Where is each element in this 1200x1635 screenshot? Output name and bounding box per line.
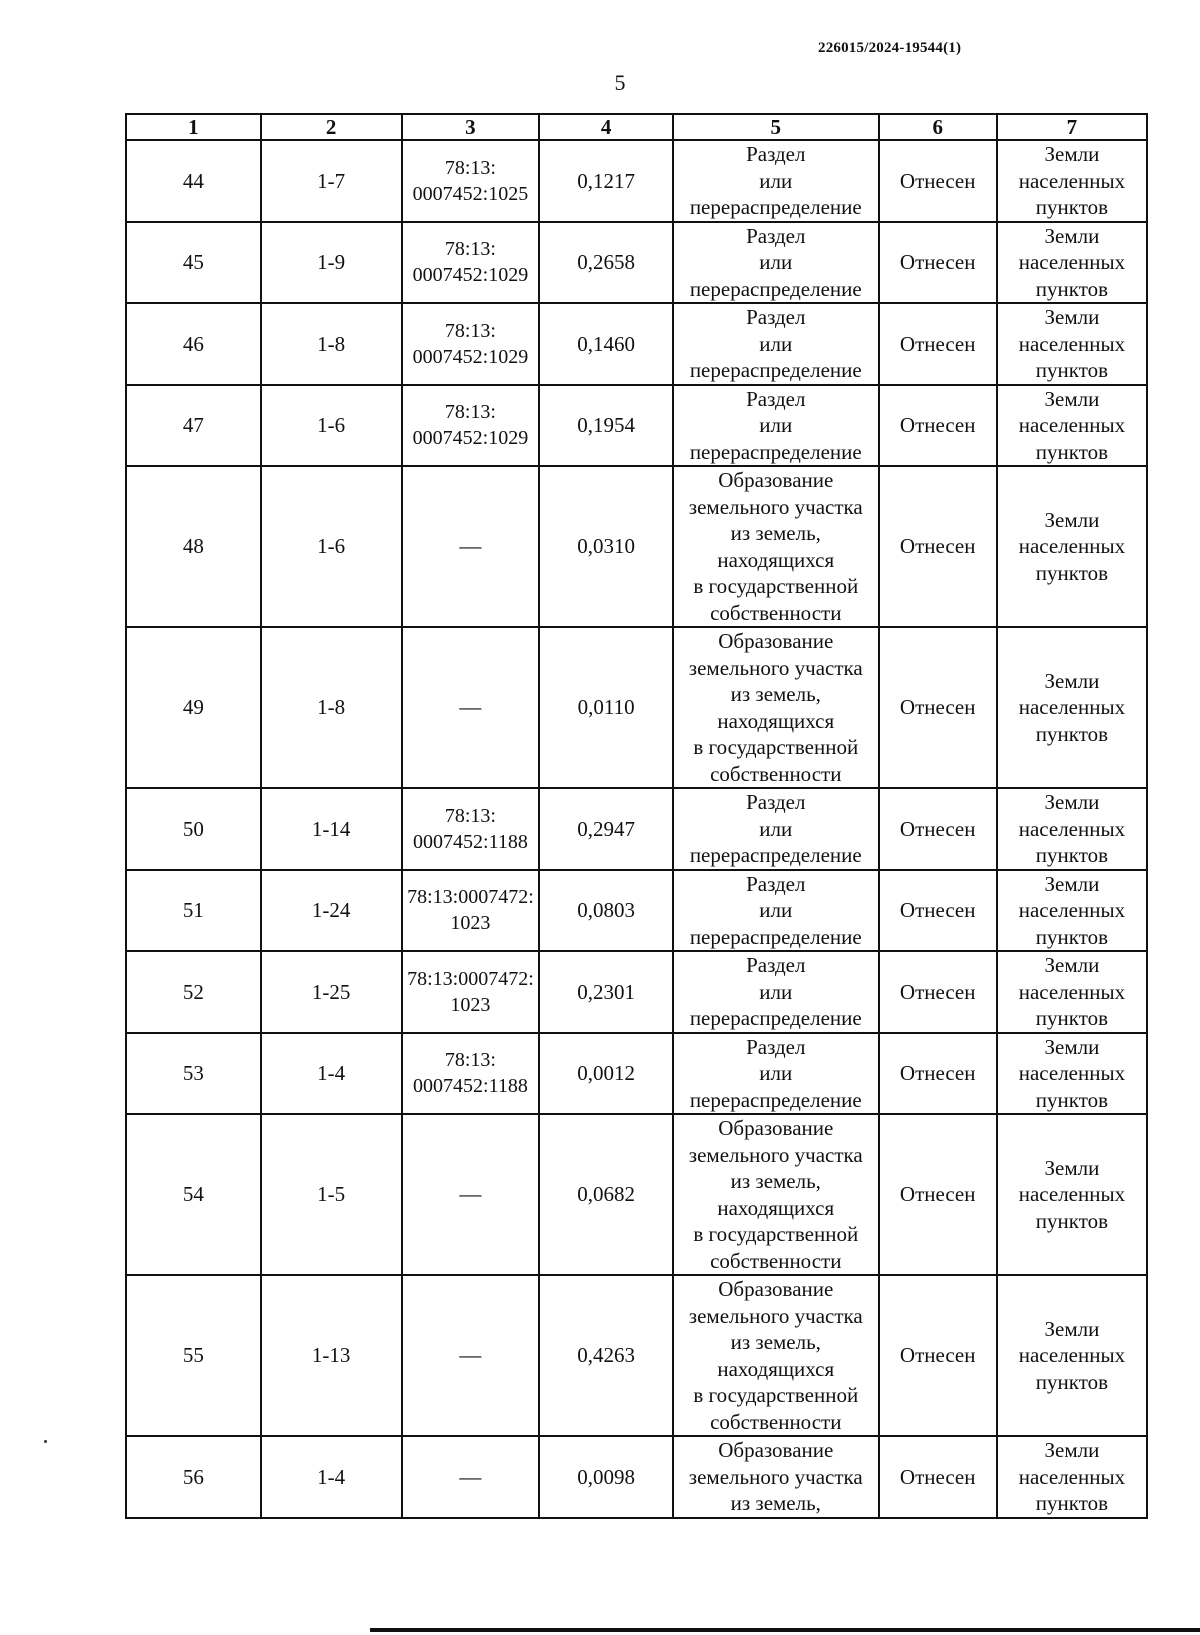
cadastral-number xyxy=(402,788,540,870)
land-category-line: пунктов xyxy=(1035,1087,1109,1112)
status: Отнесен xyxy=(879,385,997,467)
formation-method-line: Раздел xyxy=(746,790,806,814)
formation-method-line: или xyxy=(759,816,793,841)
scan-speck xyxy=(44,1440,47,1443)
land-category xyxy=(997,951,1147,1033)
row-number: 49 xyxy=(126,627,261,788)
formation-method-line: из земель, xyxy=(730,682,821,706)
area-value: 0,2658 xyxy=(539,222,673,304)
land-category-line: Земли xyxy=(1044,507,1100,532)
plot-designation: 1-14 xyxy=(261,788,402,870)
formation-method-line: собственности xyxy=(710,1248,842,1273)
row-number: 54 xyxy=(126,1114,261,1275)
land-category-line: пунктов xyxy=(1035,843,1109,867)
status: Отнесен xyxy=(879,1275,997,1436)
formation-method-line: в государственной xyxy=(693,735,859,759)
land-category-line: пунктов xyxy=(1035,358,1109,382)
plot-designation: 1-25 xyxy=(261,951,402,1033)
table-row xyxy=(126,1275,1147,1436)
land-category-line: Земли xyxy=(1044,1034,1100,1059)
land-category xyxy=(997,1114,1147,1275)
formation-method-line: перераспределение xyxy=(689,195,862,219)
cadastral-number-line: — xyxy=(459,533,482,559)
formation-method-line: перераспределение xyxy=(689,1087,862,1112)
plot-designation: 1-8 xyxy=(261,303,402,385)
formation-method-line: земельного участка xyxy=(688,1303,863,1328)
formation-method-line: Раздел xyxy=(746,223,806,248)
row-number: 46 xyxy=(126,303,261,385)
table-row xyxy=(126,1033,1147,1115)
land-category xyxy=(997,627,1147,788)
cadastral-number-line: — xyxy=(459,1181,482,1207)
table-row xyxy=(126,466,1147,627)
formation-method xyxy=(673,951,879,1033)
column-header: 4 xyxy=(539,114,673,140)
formation-method-line: земельного участка xyxy=(688,494,863,519)
land-category-line: населенных xyxy=(1018,898,1126,922)
formation-method-line: Образование xyxy=(718,1277,834,1301)
formation-method-line: Образование xyxy=(718,1116,834,1140)
land-category-line: населенных xyxy=(1018,1464,1126,1489)
status: Отнесен xyxy=(879,1033,997,1115)
land-category xyxy=(997,222,1147,304)
area-value: 0,2947 xyxy=(539,788,673,870)
cadastral-number-line: 0007452:1188 xyxy=(413,830,528,853)
plot-designation: 1-13 xyxy=(261,1275,402,1436)
land-category xyxy=(997,466,1147,627)
land-category-line: пунктов xyxy=(1035,924,1109,949)
row-number: 44 xyxy=(126,140,261,222)
land-category-line: Земли xyxy=(1044,223,1100,248)
cadastral-number-line: — xyxy=(459,1463,482,1489)
cadastral-number-line: — xyxy=(459,694,482,720)
table-row xyxy=(126,870,1147,952)
cadastral-number-line: 0007452:1029 xyxy=(412,427,529,450)
cadastral-number xyxy=(402,1275,540,1436)
cadastral-number-line: 0007452:1188 xyxy=(413,1075,528,1098)
cadastral-number xyxy=(402,222,540,304)
formation-method xyxy=(673,788,879,870)
formation-method xyxy=(673,385,879,467)
formation-method-line: или xyxy=(759,331,793,356)
table-row xyxy=(126,385,1147,467)
cadastral-number xyxy=(402,140,540,222)
formation-method-line: перераспределение xyxy=(689,276,862,301)
plot-designation: 1-5 xyxy=(261,1114,402,1275)
formation-method-line: Раздел xyxy=(746,953,806,977)
land-category-line: населенных xyxy=(1018,1343,1126,1368)
formation-method xyxy=(673,627,879,788)
status: Отнесен xyxy=(879,788,997,870)
land-category xyxy=(997,1033,1147,1115)
land-category-line: Земли xyxy=(1044,871,1100,896)
formation-method-line: из земель, xyxy=(730,1330,821,1354)
cadastral-number-line: 0007452:1025 xyxy=(412,182,529,205)
cadastral-number-line: 78:13: xyxy=(444,319,496,342)
column-header: 2 xyxy=(261,114,402,140)
row-number: 55 xyxy=(126,1275,261,1436)
cadastral-number xyxy=(402,951,540,1033)
plot-designation: 1-4 xyxy=(261,1436,402,1518)
column-header: 1 xyxy=(126,114,261,140)
land-category-line: пунктов xyxy=(1035,1491,1109,1515)
formation-method-line: перераспределение xyxy=(689,924,862,949)
status: Отнесен xyxy=(879,1436,997,1518)
area-value: 0,4263 xyxy=(539,1275,673,1436)
land-category-line: пунктов xyxy=(1035,1208,1109,1233)
cadastral-number xyxy=(402,385,540,467)
land-category xyxy=(997,140,1147,222)
formation-method-line: или xyxy=(759,413,793,437)
area-value: 0,0110 xyxy=(539,627,673,788)
status: Отнесен xyxy=(879,870,997,952)
formation-method-line: из земель, xyxy=(730,521,821,545)
formation-method-line: или xyxy=(759,979,793,1004)
land-category-line: Земли xyxy=(1044,953,1100,977)
formation-method-line: Раздел xyxy=(746,305,806,329)
formation-method-line: или xyxy=(759,250,793,274)
column-header: 5 xyxy=(673,114,879,140)
cadastral-number xyxy=(402,627,540,788)
cadastral-number-line: 0007452:1029 xyxy=(412,345,529,368)
area-value: 0,0803 xyxy=(539,870,673,952)
land-category-line: Земли xyxy=(1044,790,1100,814)
land-category-line: пунктов xyxy=(1035,1369,1109,1394)
cadastral-number xyxy=(402,466,540,627)
cadastral-number-line: 1023 xyxy=(450,912,491,935)
cadastral-number xyxy=(402,1033,540,1115)
formation-method xyxy=(673,1436,879,1518)
area-value: 0,0098 xyxy=(539,1436,673,1518)
cadastral-number-line: 1023 xyxy=(450,993,491,1016)
plot-designation: 1-7 xyxy=(261,140,402,222)
formation-method-line: перераспределение xyxy=(689,358,862,382)
formation-method-line: перераспределение xyxy=(689,439,862,464)
row-number: 48 xyxy=(126,466,261,627)
land-category-line: Земли xyxy=(1044,1438,1100,1462)
area-value: 0,1460 xyxy=(539,303,673,385)
formation-method-line: Образование xyxy=(718,468,834,492)
cadastral-number xyxy=(402,870,540,952)
formation-method-line: земельного участка xyxy=(688,1464,863,1489)
table-body xyxy=(126,140,1147,1518)
land-category-line: пунктов xyxy=(1035,721,1109,746)
column-header: 7 xyxy=(997,114,1147,140)
table-row xyxy=(126,788,1147,870)
land-category-line: населенных xyxy=(1018,979,1126,1004)
formation-method-line: перераспределение xyxy=(689,1006,862,1030)
land-category-line: Земли xyxy=(1044,142,1100,166)
row-number: 50 xyxy=(126,788,261,870)
formation-method-line: Раздел xyxy=(746,1034,806,1059)
formation-method-line: находящихся xyxy=(717,1195,835,1220)
status: Отнесен xyxy=(879,222,997,304)
area-value: 0,1954 xyxy=(539,385,673,467)
formation-method xyxy=(673,466,879,627)
page-number: 5 xyxy=(614,70,626,95)
status: Отнесен xyxy=(879,140,997,222)
row-number: 52 xyxy=(126,951,261,1033)
formation-method-line: собственности xyxy=(710,600,842,625)
land-category-line: населенных xyxy=(1018,695,1126,720)
cadastral-number-line: 78:13:0007472: xyxy=(407,967,534,990)
land-category-line: населенных xyxy=(1018,1061,1126,1085)
plot-designation: 1-6 xyxy=(261,466,402,627)
land-category-line: населенных xyxy=(1018,816,1126,841)
land-plot-table xyxy=(125,113,1148,1519)
formation-method-line: собственности xyxy=(710,1409,842,1434)
plot-designation: 1-9 xyxy=(261,222,402,304)
plot-designation: 1-24 xyxy=(261,870,402,952)
cadastral-number-line: 0007452:1029 xyxy=(412,264,529,287)
formation-method-line: или xyxy=(759,898,793,922)
land-category xyxy=(997,385,1147,467)
land-category-line: пунктов xyxy=(1035,195,1109,219)
land-category-line: Земли xyxy=(1044,1155,1100,1180)
area-value: 0,1217 xyxy=(539,140,673,222)
area-value: 0,0682 xyxy=(539,1114,673,1275)
document-number: 226015/2024-19544(1) xyxy=(818,40,962,56)
plot-designation: 1-8 xyxy=(261,627,402,788)
formation-method xyxy=(673,870,879,952)
land-category-line: пунктов xyxy=(1035,1006,1109,1030)
plot-designation: 1-4 xyxy=(261,1033,402,1115)
land-category-line: населенных xyxy=(1018,250,1126,274)
plot-designation: 1-6 xyxy=(261,385,402,467)
land-category-line: населенных xyxy=(1018,413,1126,437)
area-value: 0,0012 xyxy=(539,1033,673,1115)
column-header: 3 xyxy=(402,114,540,140)
formation-method-line: или xyxy=(759,1061,793,1085)
land-category-line: Земли xyxy=(1044,668,1100,693)
land-category-line: пунктов xyxy=(1035,439,1109,464)
formation-method-line: Образование xyxy=(718,629,834,653)
formation-method xyxy=(673,1114,879,1275)
formation-method-line: земельного участка xyxy=(688,655,863,680)
cadastral-number xyxy=(402,303,540,385)
land-category xyxy=(997,1436,1147,1518)
land-category xyxy=(997,303,1147,385)
table-row xyxy=(126,222,1147,304)
land-category xyxy=(997,870,1147,952)
status: Отнесен xyxy=(879,303,997,385)
formation-method xyxy=(673,1275,879,1436)
land-category-line: населенных xyxy=(1018,331,1126,356)
formation-method-line: Раздел xyxy=(746,871,806,896)
cadastral-number-line: 78:13: xyxy=(444,401,496,424)
formation-method xyxy=(673,222,879,304)
status: Отнесен xyxy=(879,627,997,788)
land-category-line: пунктов xyxy=(1035,276,1109,301)
formation-method-line: находящихся xyxy=(717,708,835,733)
row-number: 56 xyxy=(126,1436,261,1518)
table-row xyxy=(126,627,1147,788)
formation-method-line: Образование xyxy=(718,1438,834,1462)
cadastral-number xyxy=(402,1436,540,1518)
formation-method-line: находящихся xyxy=(717,547,835,572)
row-number: 53 xyxy=(126,1033,261,1115)
formation-method-line: в государственной xyxy=(693,574,859,598)
formation-method-line: или xyxy=(759,168,793,193)
cadastral-number-line: 78:13: xyxy=(444,238,496,261)
land-category-line: населенных xyxy=(1018,168,1126,193)
table-row xyxy=(126,140,1147,222)
formation-method-line: в государственной xyxy=(693,1222,859,1246)
row-number: 51 xyxy=(126,870,261,952)
area-value: 0,2301 xyxy=(539,951,673,1033)
formation-method xyxy=(673,1033,879,1115)
table-header-row xyxy=(126,114,1147,140)
cadastral-number-line: 78:13: xyxy=(444,1049,496,1072)
formation-method-line: Раздел xyxy=(746,386,806,411)
formation-method-line: Раздел xyxy=(746,142,806,166)
table-row xyxy=(126,303,1147,385)
bottom-rule xyxy=(370,1628,1200,1632)
land-category xyxy=(997,1275,1147,1436)
cadastral-number xyxy=(402,1114,540,1275)
formation-method-line: из земель, xyxy=(730,1169,821,1193)
area-value: 0,0310 xyxy=(539,466,673,627)
cadastral-number-line: 78:13: xyxy=(444,156,496,179)
status: Отнесен xyxy=(879,1114,997,1275)
cadastral-number-line: 78:13: xyxy=(444,804,496,827)
formation-method-line: земельного участка xyxy=(688,1142,863,1167)
formation-method-line: собственности xyxy=(710,761,842,786)
land-category xyxy=(997,788,1147,870)
formation-method xyxy=(673,303,879,385)
land-category-line: населенных xyxy=(1018,534,1126,559)
formation-method-line: из земель, xyxy=(730,1491,821,1515)
formation-method xyxy=(673,140,879,222)
table-row xyxy=(126,951,1147,1033)
land-category-line: пунктов xyxy=(1035,560,1109,585)
cadastral-number-line: — xyxy=(459,1342,482,1368)
land-category-line: Земли xyxy=(1044,386,1100,411)
table-row xyxy=(126,1114,1147,1275)
status: Отнесен xyxy=(879,466,997,627)
row-number: 45 xyxy=(126,222,261,304)
table-row xyxy=(126,1436,1147,1518)
column-header: 6 xyxy=(879,114,997,140)
row-number: 47 xyxy=(126,385,261,467)
land-category-line: Земли xyxy=(1044,305,1100,329)
formation-method-line: в государственной xyxy=(693,1383,859,1407)
formation-method-line: перераспределение xyxy=(689,843,862,867)
cadastral-number-line: 78:13:0007472: xyxy=(407,886,534,909)
land-category-line: населенных xyxy=(1018,1182,1126,1207)
status: Отнесен xyxy=(879,951,997,1033)
land-category-line: Земли xyxy=(1044,1316,1100,1341)
formation-method-line: находящихся xyxy=(717,1356,835,1381)
